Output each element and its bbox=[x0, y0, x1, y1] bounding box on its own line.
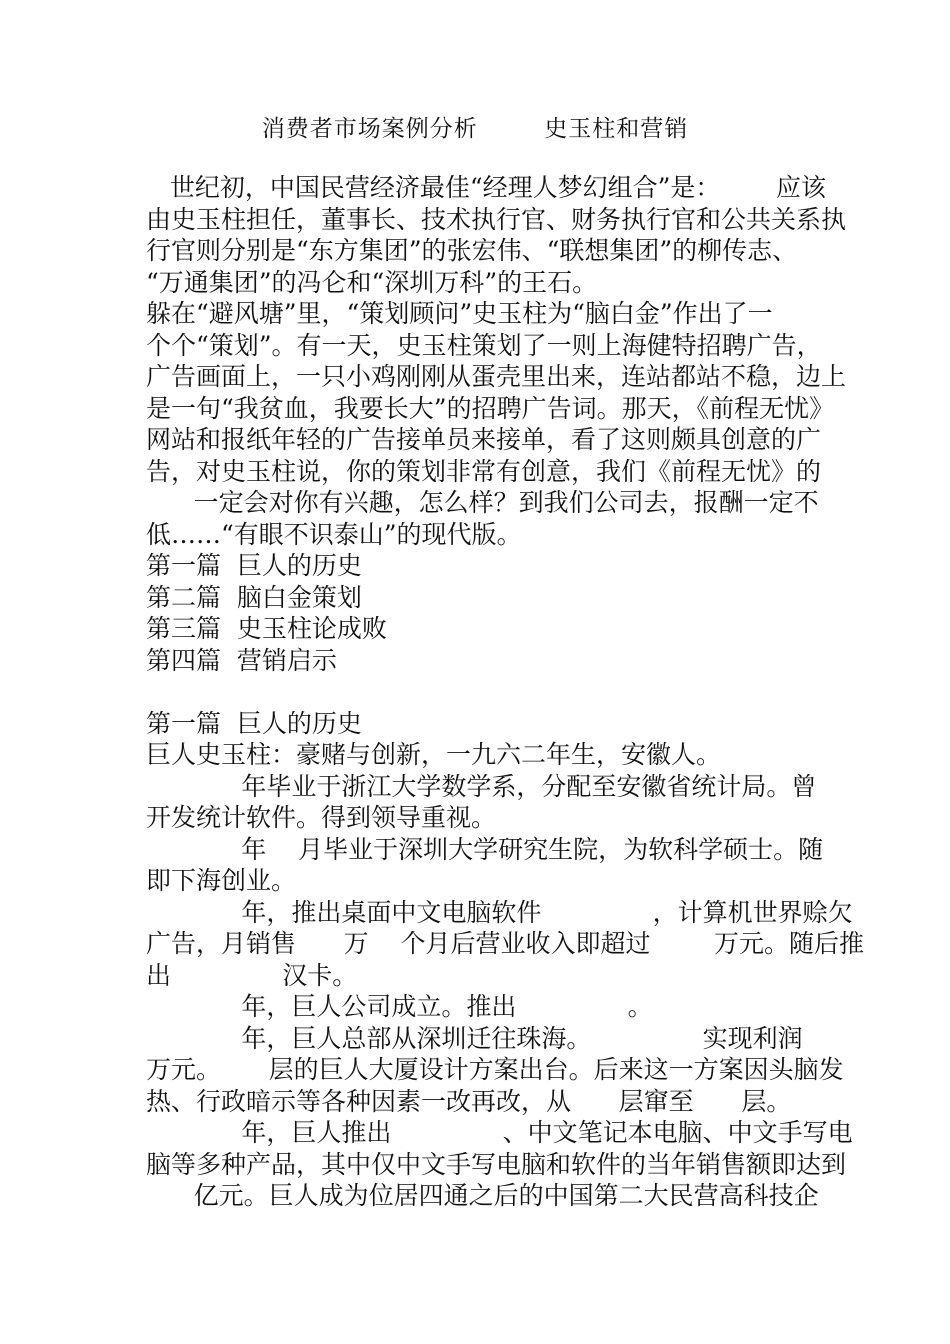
text-line: 广告画面上，一只小鸡刚刚从蛋壳里出来，连站都站不稳，边上 bbox=[146, 362, 847, 391]
section-heading: 第一篇 巨人的历史 bbox=[146, 708, 362, 738]
text-line: 年毕业于浙江大学数学系，分配至安徽省统计局。曾 bbox=[146, 771, 817, 801]
title-right: 史玉柱和营销 bbox=[544, 116, 689, 142]
text-line: 一定会对你有兴趣，怎么样？到我们公司去，报酬一定不 bbox=[146, 488, 819, 517]
text-line: 行官则分别是“东方集团”的张宏伟、“联想集团”的柳传志、 bbox=[146, 236, 798, 265]
text-line: 低……“有眼不识泰山”的现代版。 bbox=[146, 519, 522, 549]
text-line: 网站和报纸年轻的广告接单员来接单，看了这则颇具创意的广 bbox=[146, 425, 822, 454]
document-body bbox=[146, 172, 865, 1212]
text-line: 年，巨人公司成立。推出 。 bbox=[146, 992, 653, 1021]
section-list-item: 第一篇 巨人的历史 bbox=[146, 551, 362, 580]
page-title bbox=[0, 110, 950, 143]
section-list-item: 第三篇 史玉柱论成败 bbox=[146, 614, 387, 643]
text-line: 即下海创业。 bbox=[146, 866, 297, 895]
text-line: 开发统计软件。得到领导重视。 bbox=[146, 803, 497, 832]
text-line: 年，巨人推出 、中文笔记本电脑、中文手写电 bbox=[146, 1118, 853, 1147]
title-left: 消费者市场案例分析 bbox=[261, 116, 478, 142]
text-line: 是一句“我贫血，我要长大”的招聘广告词。那天，《前程无忧》 bbox=[146, 393, 835, 423]
text-line: 告，对史玉柱说，你的策划非常有创意，我们《前程无忧》的 bbox=[146, 456, 822, 486]
text-line: 广告，月销售 万 个月后营业收入即超过 万元。随后推 bbox=[146, 929, 865, 958]
text-line: 世纪初，中国民营经济最佳“经理人梦幻组合”是： 应该 bbox=[146, 173, 827, 202]
text-line: 热、行政暗示等各种因素一改再改，从 层窜至 层。 bbox=[146, 1086, 792, 1116]
text-line: 巨人史玉柱：豪赌与创新，一九六二年生，安徽人。 bbox=[146, 740, 722, 769]
text-line: “万通集团”的冯仑和“深圳万科”的王石。 bbox=[146, 267, 598, 297]
text-line: 躲在“避风塘”里，“策划顾问”史玉柱为“脑白金”作出了一 bbox=[146, 299, 773, 328]
section-list-item: 第二篇 脑白金策划 bbox=[146, 582, 362, 612]
text-line: 年 月毕业于深圳大学研究生院，为软科学硕士。随 bbox=[146, 834, 824, 864]
text-line: 年，推出桌面中文电脑软件 ，计算机世界赊欠 bbox=[146, 897, 853, 927]
section-list-item: 第四篇 营销启示 bbox=[146, 645, 337, 675]
title-gap bbox=[478, 116, 545, 142]
text-line: 出 汉卡。 bbox=[146, 960, 358, 990]
text-line: 脑等多种产品，其中仅中文手写电脑和软件的当年销售额即达到 bbox=[146, 1149, 847, 1179]
text-line: 万元。 层的巨人大厦设计方案出台。后来这一方案因头脑发 bbox=[146, 1055, 844, 1084]
text-line: 年，巨人总部从深圳迁往珠海。 实现利润 bbox=[146, 1023, 803, 1053]
text-line: 由史玉柱担任，董事长、技术执行官、财务执行官和公共关系执 bbox=[146, 204, 847, 234]
blank-line bbox=[146, 676, 811, 708]
text-line: 个个“策划”。有一天，史玉柱策划了一则上海健特招聘广告， bbox=[146, 330, 822, 360]
text-line: 亿元。巨人成为位居四通之后的中国第二大民营高科技企 bbox=[146, 1181, 819, 1210]
